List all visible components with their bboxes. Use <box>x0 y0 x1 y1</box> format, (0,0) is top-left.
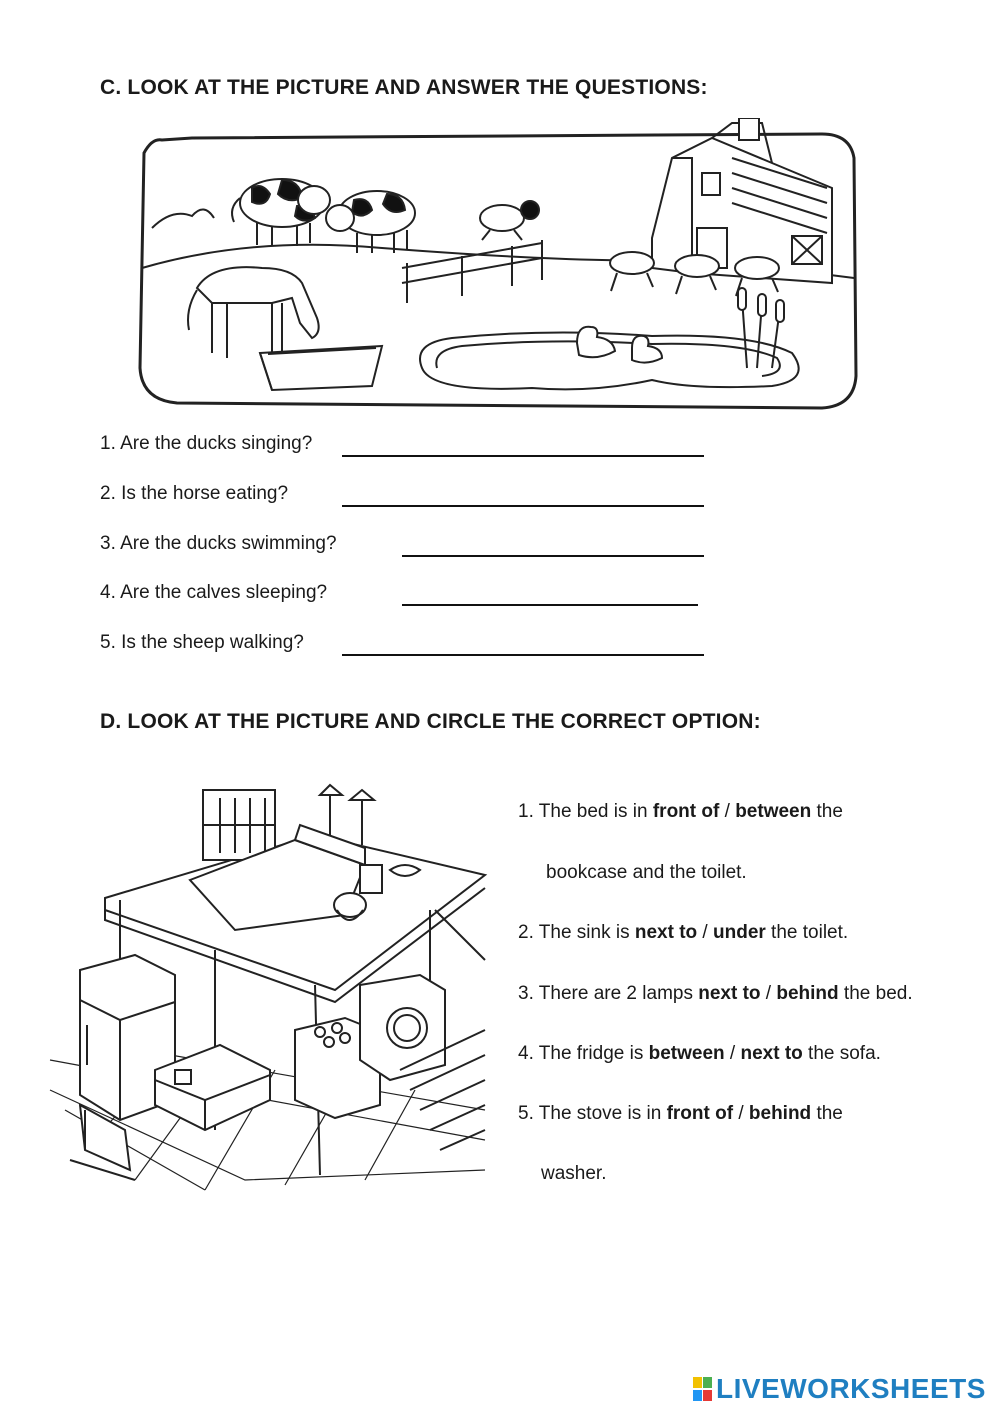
option-choice[interactable]: behind <box>748 1103 812 1124</box>
fence-illustration <box>402 240 542 303</box>
water-trough-illustration <box>260 346 382 390</box>
section-d-heading: D. LOOK AT THE PICTURE AND CIRCLE THE CORRECT OPTION: <box>100 710 761 733</box>
liveworksheets-logo <box>692 1373 986 1405</box>
option-item-3: 3. There are 2 lamps next to / behind the bed. <box>518 983 913 1004</box>
option-item-5: 5. The stove is in front of / behind the <box>518 1103 843 1124</box>
answer-blank-1[interactable] <box>342 455 704 457</box>
question-4: 4. Are the calves sleeping? <box>100 582 327 604</box>
question-1: 1. Are the ducks singing? <box>100 433 312 455</box>
question-3: 3. Are the ducks swimming? <box>100 533 337 555</box>
option-item-4: 4. The fridge is between / next to the sofa. <box>518 1043 881 1064</box>
option-choice[interactable]: next to <box>740 1043 803 1064</box>
option-choice[interactable]: between <box>648 1043 725 1064</box>
option-choice[interactable]: front of <box>666 1103 734 1124</box>
cow-illustration <box>232 179 330 246</box>
farm-scene-illustration <box>132 118 862 413</box>
option-item-5-continuation: washer. <box>541 1163 607 1184</box>
option-choice[interactable]: next to <box>698 983 761 1004</box>
logo-text: LIVEWORKSHEETS <box>716 1373 986 1404</box>
barn-illustration <box>652 118 832 283</box>
answer-blank-2[interactable] <box>342 505 704 507</box>
option-choice[interactable]: next to <box>634 922 698 943</box>
liveworksheets-logo-icon <box>692 1375 714 1403</box>
bookcase-illustration <box>203 790 275 860</box>
washer-illustration <box>360 975 445 1080</box>
option-choice[interactable]: under <box>713 922 766 943</box>
horse-illustration <box>188 267 319 358</box>
answer-blank-5[interactable] <box>342 654 704 656</box>
option-choice[interactable]: behind <box>776 983 839 1004</box>
section-c-heading: C. LOOK AT THE PICTURE AND ANSWER THE QUESTIONS: <box>100 76 708 99</box>
option-choice[interactable]: between <box>735 801 812 822</box>
sheep-illustration <box>480 201 539 240</box>
question-5: 5. Is the sheep walking? <box>100 632 304 654</box>
option-item-2: 2. The sink is next to / under the toilet. <box>518 922 849 943</box>
question-2: 2. Is the horse eating? <box>100 483 288 505</box>
answer-blank-3[interactable] <box>402 555 704 557</box>
answer-blank-4[interactable] <box>402 604 698 606</box>
option-choice[interactable]: front of <box>652 801 720 822</box>
cow-illustration <box>326 191 415 253</box>
option-item-1-continuation: bookcase and the toilet. <box>546 862 747 883</box>
calves-illustration <box>610 252 779 296</box>
option-item-1: 1. The bed is in front of / between the <box>518 801 843 822</box>
room-illustration <box>45 770 490 1200</box>
